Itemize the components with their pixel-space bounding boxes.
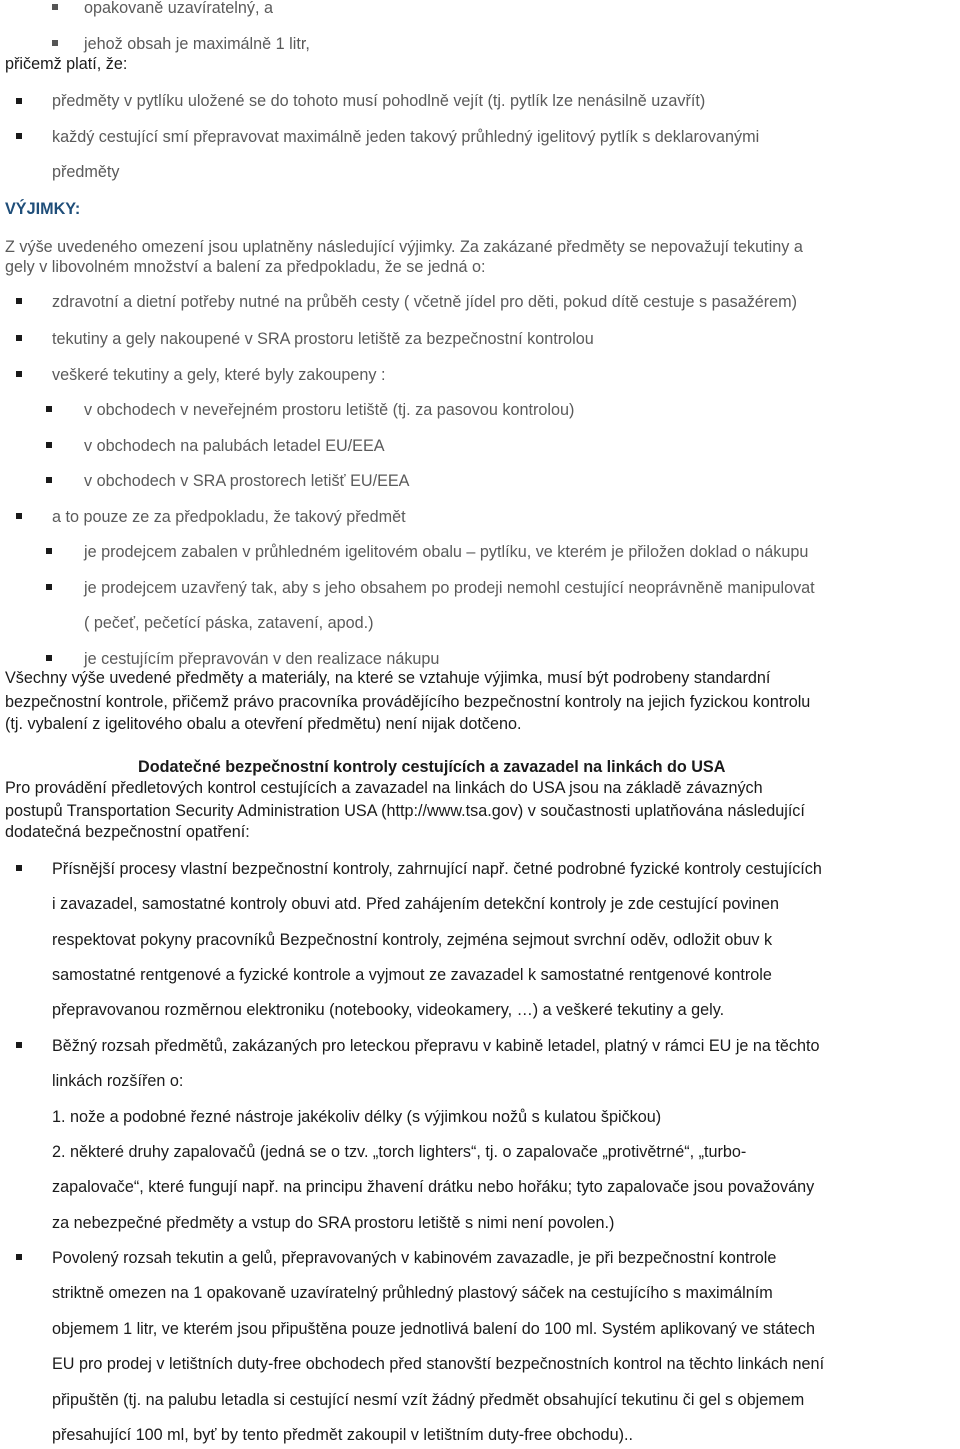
bullet-icon xyxy=(46,584,52,590)
list-item-continuation: přepravovanou rozměrnou elektroniku (notebooky, videokamery, …) a veškeré tekutiny a gely. xyxy=(52,1001,725,1019)
sub-list-item: v obchodech v SRA prostorech letišť EU/EEA xyxy=(84,472,410,490)
list-item-continuation: striktně omezen na 1 opakovaně uzavíratelný průhledný plastový sáček na cestujícího s maximálním xyxy=(52,1284,773,1302)
numbered-item: 1. nože a podobné řezné nástroje jakékoliv délky (s výjimkou nožů s kulatou špičkou) xyxy=(52,1108,662,1126)
bullet-icon xyxy=(46,655,52,661)
bullet-icon xyxy=(52,4,58,10)
bullet-icon xyxy=(16,1042,22,1048)
bullet-icon xyxy=(16,371,22,377)
list-item: Běžný rozsah předmětů, zakázaných pro leteckou přepravu v kabině letadel, platný v rámci EU je na těchto xyxy=(52,1037,820,1055)
sub-list-item: je cestujícím přepravován v den realizace nákupu xyxy=(84,650,440,668)
list-item-continuation: i zavazadel, samostatné kontroly obuvi atd. Před zahájením detekční kontroly je zde cestující povinen xyxy=(52,895,780,913)
bullet-icon xyxy=(16,865,22,871)
list-item: předměty v pytlíku uložené se do tohoto musí pohodlně vejít (tj. pytlík lze nenásilně uzavřít) xyxy=(52,92,706,110)
bullet-icon xyxy=(52,40,58,46)
exceptions-heading: VÝJIMKY: xyxy=(5,200,81,218)
bullet-icon xyxy=(46,442,52,448)
list-item: Přísnější procesy vlastní bezpečnostní kontroly, zahrnující např. četné podrobné fyzické kontroly cestujících xyxy=(52,860,822,878)
paragraph-line: (tj. vybalení z igelitového obalu a otevření předmětu) není nijak dotčeno. xyxy=(5,715,522,733)
list-item: a to pouze ze za předpokladu, že takový předmět xyxy=(52,508,406,526)
bullet-icon xyxy=(16,298,22,304)
numbered-item: 2. některé druhy zapalovačů (jedná se o tzv. „torch lighters“, tj. o zapalovače „protivětrné“, „turbo- xyxy=(52,1143,747,1161)
bullet-icon xyxy=(16,133,22,139)
list-item-continuation: samostatné rentgenové a fyzické kontrole a vyjmout ze zavazadel k samostatné rentgenové kontrole xyxy=(52,966,772,984)
list-item: zdravotní a dietní potřeby nutné na průběh cesty ( včetně jídel pro děti, pokud dítě cestuje s pasažérem) xyxy=(52,293,798,311)
paragraph-line: Z výše uvedeného omezení jsou uplatněny následující výjimky. Za zakázané předměty se nepovažují tekutiny a xyxy=(5,238,803,256)
bullet-icon xyxy=(16,1254,22,1260)
numbered-item-continuation: za nebezpečné předměty a vstup do SRA prostoru letiště s nimi není povolen.) xyxy=(52,1214,615,1232)
paragraph-line: gely v libovolném množství a balení za předpokladu, že se jedná o: xyxy=(5,258,486,276)
list-item-continuation: linkách rozšířen o: xyxy=(52,1072,184,1090)
list-item: jehož obsah je maximálně 1 litr, xyxy=(84,35,310,53)
list-item-continuation: připuštěn (tj. na palubu letadla si cestující nesmí vzít žádný předmět obsahující tekutinu či gel s objemem xyxy=(52,1391,805,1409)
paragraph-line: Pro provádění předletových kontrol cestujících a zavazadel na linkách do USA jsou na základě závazných xyxy=(5,779,763,797)
bullet-icon xyxy=(16,335,22,341)
list-item: tekutiny a gely nakoupené v SRA prostoru letiště za bezpečnostní kontrolou xyxy=(52,330,594,348)
numbered-item-continuation: zapalovače“, které fungují např. na principu žhavení drátku nebo hořáku; tyto zapalovače jsou považovány xyxy=(52,1178,815,1196)
intro-text: přičemž platí, že: xyxy=(5,55,128,73)
sub-list-item: v obchodech na palubách letadel EU/EEA xyxy=(84,437,385,455)
bullet-icon xyxy=(16,513,22,519)
list-item-continuation: EU pro prodej v letištních duty-free obchodech před stanovští bezpečnostních kontrol na těchto linkách není xyxy=(52,1355,825,1373)
list-item: Povolený rozsah tekutin a gelů, přepravovaných v kabinovém zavazadle, je při bezpečnostní kontrole xyxy=(52,1249,777,1267)
sub-list-item: v obchodech v neveřejném prostoru letiště (tj. za pasovou kontrolou) xyxy=(84,401,575,419)
paragraph-line: bezpečnostní kontrole, přičemž právo pracovníka provádějícího bezpečnostní kontroly na jejich fyzickou kontrolu xyxy=(5,693,811,711)
paragraph-line: Všechny výše uvedené předměty a materiály, na které se vztahuje výjimka, musí být podrobeny standardní xyxy=(5,669,771,687)
list-item: veškeré tekutiny a gely, které byly zakoupeny : xyxy=(52,366,386,384)
bullet-icon xyxy=(46,477,52,483)
list-item-continuation: přesahující 100 ml, byť by tento předmět zakoupil v letištním duty-free obchodu).. xyxy=(52,1426,634,1444)
paragraph-line: postupů Transportation Security Administration USA (http://www.tsa.gov) v součastnosti uplatňována následující xyxy=(5,802,805,820)
list-item-continuation: předměty xyxy=(52,163,120,181)
bullet-icon xyxy=(46,548,52,554)
paragraph-line: dodatečná bezpečnostní opatření: xyxy=(5,823,250,841)
bullet-icon xyxy=(16,98,22,104)
sub-list-item-continuation: ( pečeť, pečetící páska, zatavení, apod.) xyxy=(84,614,374,632)
sub-list-item: je prodejcem zabalen v průhledném igelitovém obalu – pytlíku, ve kterém je přiložen doklad o nákupu xyxy=(84,543,809,561)
section-heading: Dodatečné bezpečnostní kontroly cestujících a zavazadel na linkách do USA xyxy=(138,758,726,776)
list-item-continuation: respektovat pokyny pracovníků Bezpečnostní kontroly, zejména sejmout svrchní oděv, odložit obuv k xyxy=(52,931,773,949)
list-item: každý cestující smí přepravovat maximálně jeden takový průhledný igelitový pytlík s deklarovanými xyxy=(52,128,760,146)
list-item-continuation: objemem 1 litr, ve kterém jsou připuštěna pouze jednotlivá balení do 100 ml. Systém aplikovaný ve státech xyxy=(52,1320,816,1338)
bullet-icon xyxy=(46,406,52,412)
list-item: opakovaně uzavíratelný, a xyxy=(84,0,273,17)
sub-list-item: je prodejcem uzavřený tak, aby s jeho obsahem po prodeji nemohl cestující neoprávněně manipulovat xyxy=(84,579,815,597)
